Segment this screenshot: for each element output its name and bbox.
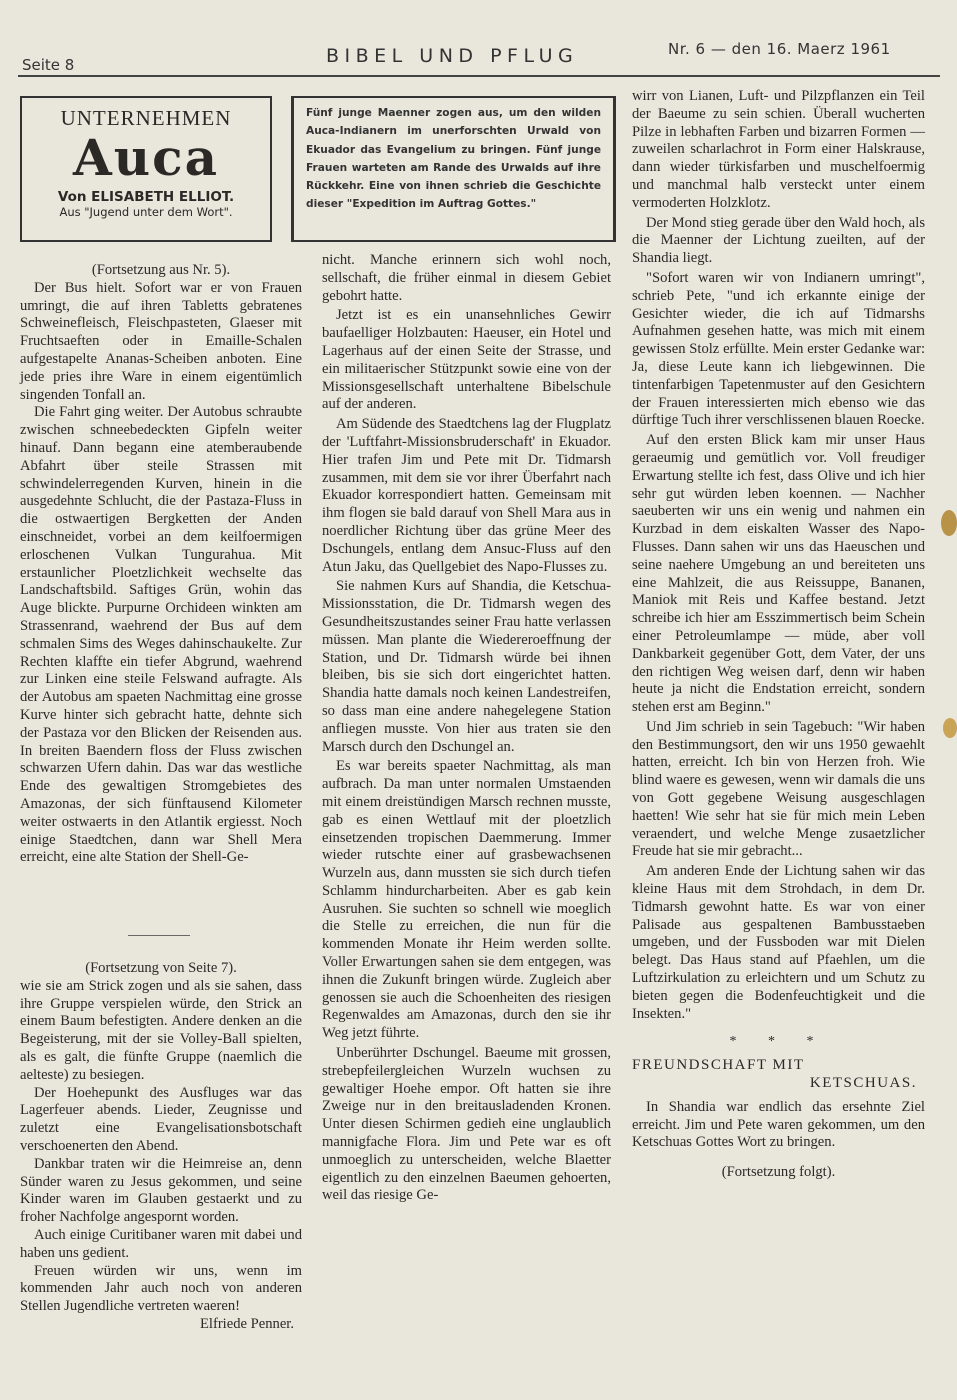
- paragraph: wie sie am Strick zogen und als sie sahen, dass ihre Gruppe verspielen würde, den Strick an einem Baum befestigten. Andere denken an die Begeisterung, mit der sie Volley-Ball spielten, als es galt, die fünfte Gruppe (naemlich die aelteste) zu besiegen.: [20, 977, 302, 1083]
- paragraph: Am Südende des Staedtchens lag der Flugplatz der 'Luftfahrt-Missionsbruderschaft' in Ekuador. Hier trafen Jim und Pete mit Dr. Tidmarsh zusammen, mit dem sie vor ihrer Überfahrt nach Ekuador korrespondiert hatten. Gemeinsam mit ihm flogen sie bald darauf von Shell Mara aus in noerdlicher Richtung über das grüne Meer des Dschungels, entlang dem Ansuc-Fluss auf den Atun Jaku, das Quellgebiet des Napo-Flusses zu.: [322, 416, 611, 575]
- subheading-line-1: FREUNDSCHAFT MIT: [632, 1057, 805, 1074]
- column-3: [632, 86, 925, 1182]
- paragraph: Der Bus hielt. Sofort war er von Frauen umringt, die auf ihren Tabletts gebratenes Schweinefleisch, Fleischpasteten, Glaeser mit Fruchtsaeften oder in Emaille-Schalen aufgestapelte Ananas-Scheiben anboten. Eine jede pries ihre Ware in einem eigentümlich singenden Tonfall an.: [20, 279, 302, 403]
- paragraph: Der Mond stieg gerade über den Wald hoch, als die Maenner der Lichtung zueilten, auf der Shandia liegt.: [632, 214, 925, 267]
- continuation-note: (Fortsetzung von Seite 7).: [85, 960, 237, 976]
- paragraph: Der Hoehepunkt des Ausfluges war das Lagerfeuer abends. Lieder, Zeugnisse und zuletzt eine Evangelisationsbotschaft verschoenerten den Abend.: [20, 1084, 302, 1154]
- paragraph: Unberührter Dschungel. Baeume mit grossen, strebepfeilergleichen Wurzeln wuchsen zu gewaltiger Hoehe empor. Oft hatten sie ihre Zweige nur in den breitausladenden Kronen. Unter diesen Schirmen gedieh eine unglaublich mannigfache Flora. Jim und Pete war es oft unmoeglich zu unterscheiden, welche Blaetter eigentlich zu den einzelnen Baeumen gehoerten, weil das riesige Ge-: [322, 1045, 611, 1204]
- paper-stain: [943, 718, 957, 738]
- intro-box: Fünf junge Maenner zogen aus, um den wilden Auca-Indianern im unerforschten Urwald von Ekuador das Evangelium zu bringen. Fünf junge Frauen warteten am Rande des Urwalds auf ihre Rückkehr. Eine von ihnen schrieb die Geschichte dieser "Expedition im Auftrag Gottes.": [291, 96, 616, 242]
- paragraph: Am anderen Ende der Lichtung sahen wir das kleine Haus mit dem Strohdach, in dem Dr. Tidmarsh gewohnt hatte. Es war von einer Palisade aus gespaltenen Bambusstaeben umgeben, und der Fussboden war mit Dielen belegt. Das Haus stand auf Pfaehlen, um die Luftzirkulation zu erleichtern und um Schutz zu bieten gegen die Bodenfeuchtigkeit und die Insekten.": [632, 863, 925, 1022]
- continuation-note: (Fortsetzung aus Nr. 5).: [91, 262, 231, 278]
- paragraph: Dankbar traten wir die Heimreise an, denn Sünder waren zu Jesus gekommen, und seine Kinder waren im Glauben gestaerkt und zu froher Nachfolge angespornt worden.: [20, 1155, 302, 1226]
- section-stars: * * *: [729, 1034, 828, 1050]
- section-divider: [128, 935, 190, 936]
- paragraph: Freuen würden wir uns, wenn im kommenden Jahr auch noch von anderen Stellen Jugendliche vertreten waeren!: [20, 1262, 302, 1315]
- paragraph: Sie nahmen Kurs auf Shandia, die Ketschua-Missionsstation, die Dr. Tidmarsh wegen des Gesundheitszustandes seiner Frau hatte verlassen müssen. Man plante die Wiedereroeffnung der Station, und Dr. Tidmarsh würde bei ihnen bleiben, bis sie sich dort eingerichtet hatten. Shandia hatte damals noch keinen Landestreifen, so dass man eine andere nahegelegene Station anfliegen musste. Von hier aus traten sie den Marsch durch den Dschungel an.: [322, 578, 611, 755]
- signature: Elfriede Penner.: [199, 1315, 294, 1332]
- paragraph: nicht. Manche erinnern sich wohl noch, sellschaft, die früher einmal in diesem Gebiet gebohrt hatte.: [322, 252, 611, 304]
- byline: Von ELISABETH ELLIOT.: [57, 189, 235, 205]
- paragraph: Auf den ersten Blick kam mir unser Haus geraeumig und gemütlich vor. Voll freudiger Erwartung stellte ich fest, dass Olive und ich hier sehr gut würden leben koennen. — Nachher saeuberten wir uns ein wenig und nahmen ein Kurzbad in dem eiskalten Wasser des Napo-Flusses. Dann sahen wir uns das Haeuschen und seine naehere Umgebung an und bereiteten uns eine Mahlzeit, die aus Reissuppe, Bananen, Maniok mit Reis und Kaffee bestand. Jetzt schreibe ich hier am Esszimmertisch beim Schein einer Petroleumlampe — müde, aber voll Dankbarkeit gegenüber Gott, dem Vater, der uns den richtigen Weg weisen darf, denn wir haben heute ja nicht die Endstation erreicht, sondern stehen erst am Beginn.": [632, 432, 925, 716]
- page-number: Seite 8: [22, 56, 75, 74]
- column-1-top: [20, 262, 302, 867]
- source-line: Aus "Jugend unter dem Wort".: [59, 205, 233, 219]
- paragraph: Auch einige Curitibaner waren mit dabei und haben uns gedient.: [20, 1226, 302, 1261]
- paragraph: Jetzt ist es ein unansehnliches Gewirr baufaelliger Holzbauten: Haeuser, ein Hotel und Lagerhaus auf der einen Seite der Strasse, und ein militaerischer Stützpunkt sowie eine von der Missionsgesellschaft unterhaltene Bibelschule auf der anderen.: [322, 307, 611, 413]
- title-main: Auca: [73, 128, 219, 187]
- paragraph: In Shandia war endlich das ersehnte Ziel erreicht. Jim und Pete waren gekommen, um den Ketschuas Gottes Wort zu bringen.: [632, 1098, 925, 1151]
- title-top: UNTERNEHMEN: [60, 106, 232, 130]
- paragraph: Und Jim schrieb in sein Tagebuch: "Wir haben den Bestimmungsort, den wir uns 1950 gewaehlt hatten, erreicht. Ich bin von Herzen froh. Wie blind waere es gewesen, wenn wir damals die uns von Gott gegebene Weisung ausgeschlagen haetten! Wie sehr hat sie für mich mein Leben veraendert, und welche Menge zusaetzlicher Freude hat sie mir gebracht...: [632, 718, 925, 860]
- continued-note: (Fortsetzung folgt).: [721, 1164, 836, 1181]
- paper-stain: [941, 510, 957, 536]
- article-title-box: [20, 96, 272, 242]
- paragraph: Die Fahrt ging weiter. Der Autobus schraubte zwischen schneebedeckten Gipfeln weiter hinauf. Dann begann eine atemberaubende Abfahrt über steile Strassen mit schwindelerregenden Kurven, hinein in die ausgedehnte Schlucht, die der Pastaza-Fluss in die ostwaertigen Bergketten der Anden einschneidet, vorbei an dem keilfoermigen erloschenen Vulkan Tungurahua. Mit erstaunlicher Ploetzlichkeit wechselte das Landschaftsbild. Saftiges Grün, wohin das Auge blickte. Purpurne Orchideen winkten am Strassenrand, waehrend der Bus auf dem schmalen Sims des Weges dahinschaukelte. Zur Rechten klaffte ein tiefer Abgrund, waehrend zur Linken eine steile Felswand aufragte. Als der Autobus am spaeten Nachmittag eine grosse Kurve hinter sich gebracht hatte, dehnte sich der Pastaza vor den Blicken der Reisenden aus. In breiten Baendern floss der Fluss zwischen schwarzen Ufern dahin. Das war das westliche Ende des gewaltigen Stromgebietes des Amazonas, der sich fünftausend Kilometer weiter ostwaerts in den Atlantik ergiesst. Noch einige Staedtchen, dann war Shell Mera erreicht, eine alte Station der Shell-Ge-: [20, 404, 302, 866]
- column-2: [322, 250, 611, 1205]
- newspaper-title: BIBEL UND PFLUG: [326, 45, 579, 67]
- issue-date: Nr. 6 — den 16. Maerz 1961: [668, 40, 891, 58]
- paragraph: Es war bereits spaeter Nachmittag, als man aufbrach. Da man unter normalen Umstaenden mit einem dreistündigen Marsch rechnen musste, gab es einen Wettlauf mit der ploetzlich einsetzenden tropischen Daemmerung. Immer wieder rutschte einer auf grasbewachsenen Wurzeln aus, dann mussten sie sich durch tiefen Schlamm hindurcharbeiten. Aber es gab kein Ausruhen. Sie suchten so schnell wie moeglich die Stelle zu erreichen, die nun für die kommenden Monate ihr Heim werden sollte. Voller Erwartungen sahen sie dem entgegen, was ihnen die Zukunft bringen würde. Zugleich aber genossen sie auch die Schoenheiten des riesigen Regenwaldes am Amazonas, durch den sie ihr Weg jetzt führte.: [322, 758, 611, 1042]
- subheading-line-2: KETSCHUAS.: [809, 1075, 917, 1092]
- paragraph: wirr von Lianen, Luft- und Pilzpflanzen ein Teil der Baeume zu sein schien. Überall wucherten Pilze in lebhaften Farben und bizarren Formen — zuweilen scharlachrot in Form einer Halskrause, dann wieder türkisfarben und muschelfoermig und manchmal halb versteckt unter einem vermoderten Holzklotz.: [632, 88, 925, 211]
- header-rule: [18, 75, 940, 77]
- paragraph: "Sofort waren wir von Indianern umringt", schrieb Pete, "und ich erkannte einige der Gesichter wieder, die ich auf Tidmarshs Aufnahmen gesehen hatte, was mich mit einem gewissen Stolz erfüllte. Mein erster Gedanke war: Ja, diese Leute kann ich liebgewinnen. Die tintenfarbigen Tapetenmuster auf den Gesichtern der Frauen interessierten mich ebenso wie das dürftige Tuch ihrer verschlissenen blauen Roecke.: [632, 269, 925, 429]
- column-1-bottom: [20, 960, 302, 1334]
